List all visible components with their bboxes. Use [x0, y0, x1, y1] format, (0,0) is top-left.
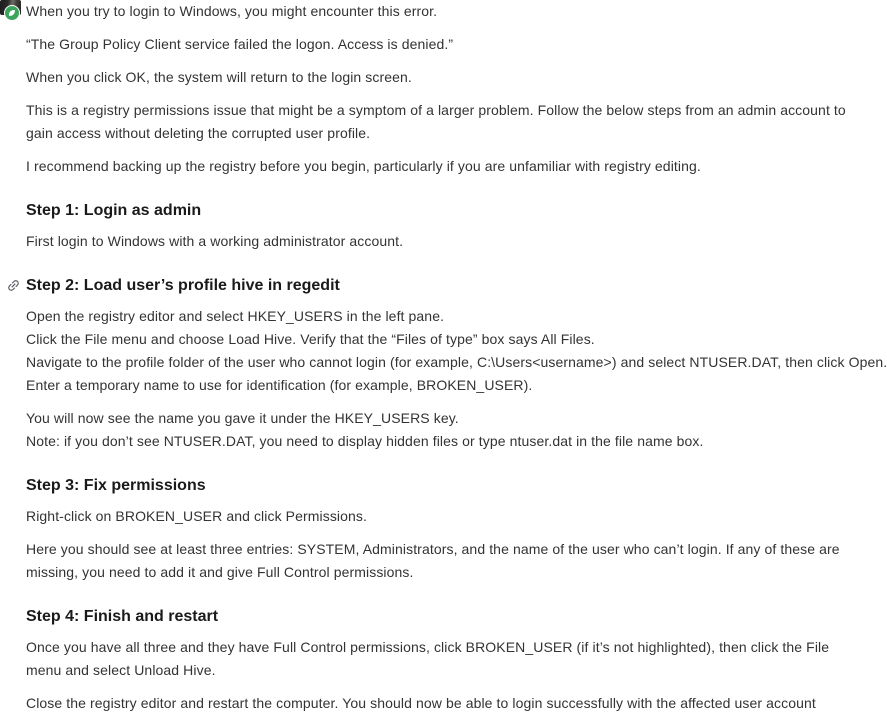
step2-instruction-line: Navigate to the profile folder of the user who cannot login (for example, C:\Users<username>) and select NTUSER.DAT, then click Open.: [26, 354, 887, 370]
step2-heading-text: Step 2: Load user’s profile hive in regedit: [26, 277, 340, 294]
step1-heading-text: Step 1: Login as admin: [26, 202, 202, 219]
step2-note-line: Note: if you don’t see NTUSER.DAT, you need to display hidden files or type ntuser.dat in the file name box.: [26, 433, 704, 449]
step1-paragraph: First login to Windows with a working administrator account.: [26, 233, 404, 249]
step2-heading: [26, 275, 850, 296]
intro-paragraph-4: This is a registry permissions issue that might be a symptom of a larger problem. Follow the below steps from an admin account to gain access without deleting the corrupted user profile.: [26, 102, 846, 141]
step2-instructions: [26, 305, 887, 397]
step4-heading: [26, 606, 850, 627]
step1-heading: [26, 200, 850, 221]
step3-heading-text: Step 3: Fix permissions: [26, 477, 206, 494]
error-message-quote: “The Group Policy Client service failed the logon. Access is denied.”: [26, 36, 454, 52]
step3-paragraph-1: Right-click on BROKEN_USER and click Permissions.: [26, 508, 368, 524]
step3-heading: [26, 475, 850, 496]
step4-paragraph-1: Once you have all three and they have Full Control permissions, click BROKEN_USER (if it’s not highlighted), then click the File menu and select Unload Hive.: [26, 639, 830, 678]
step2-instruction-line: Click the File menu and choose Load Hive. Verify that the “Files of type” box says All Files.: [26, 331, 595, 347]
step3-paragraph-2: Here you should see at least three entries: SYSTEM, Administrators, and the name of the user who can’t login. If any of these are missing, you need to add it and give Full Control permissions.: [26, 541, 840, 580]
step2-note-line: You will now see the name you gave it under the HKEY_USERS key.: [26, 410, 459, 426]
avatar[interactable]: [0, 0, 22, 22]
step2-instruction-line: Enter a temporary name to use for identification (for example, BROKEN_USER).: [26, 377, 533, 393]
step2-note: [26, 407, 850, 453]
intro-paragraph-1: When you try to login to Windows, you might encounter this error.: [26, 3, 438, 19]
step4-heading-text: Step 4: Finish and restart: [26, 608, 219, 625]
answer-body: [26, 0, 887, 725]
anchor-link-icon[interactable]: [6, 278, 21, 293]
intro-paragraph-5: I recommend backing up the registry before you begin, particularly if you are unfamiliar with registry editing.: [26, 158, 701, 174]
green-leaf-badge-icon: [4, 5, 20, 21]
intro-paragraph-3: When you click OK, the system will return to the login screen.: [26, 69, 412, 85]
step2-instruction-line: Open the registry editor and select HKEY_USERS in the left pane.: [26, 308, 445, 324]
step4-paragraph-2: Close the registry editor and restart the computer. You should now be able to login successfully with the affected user account: [26, 695, 816, 711]
